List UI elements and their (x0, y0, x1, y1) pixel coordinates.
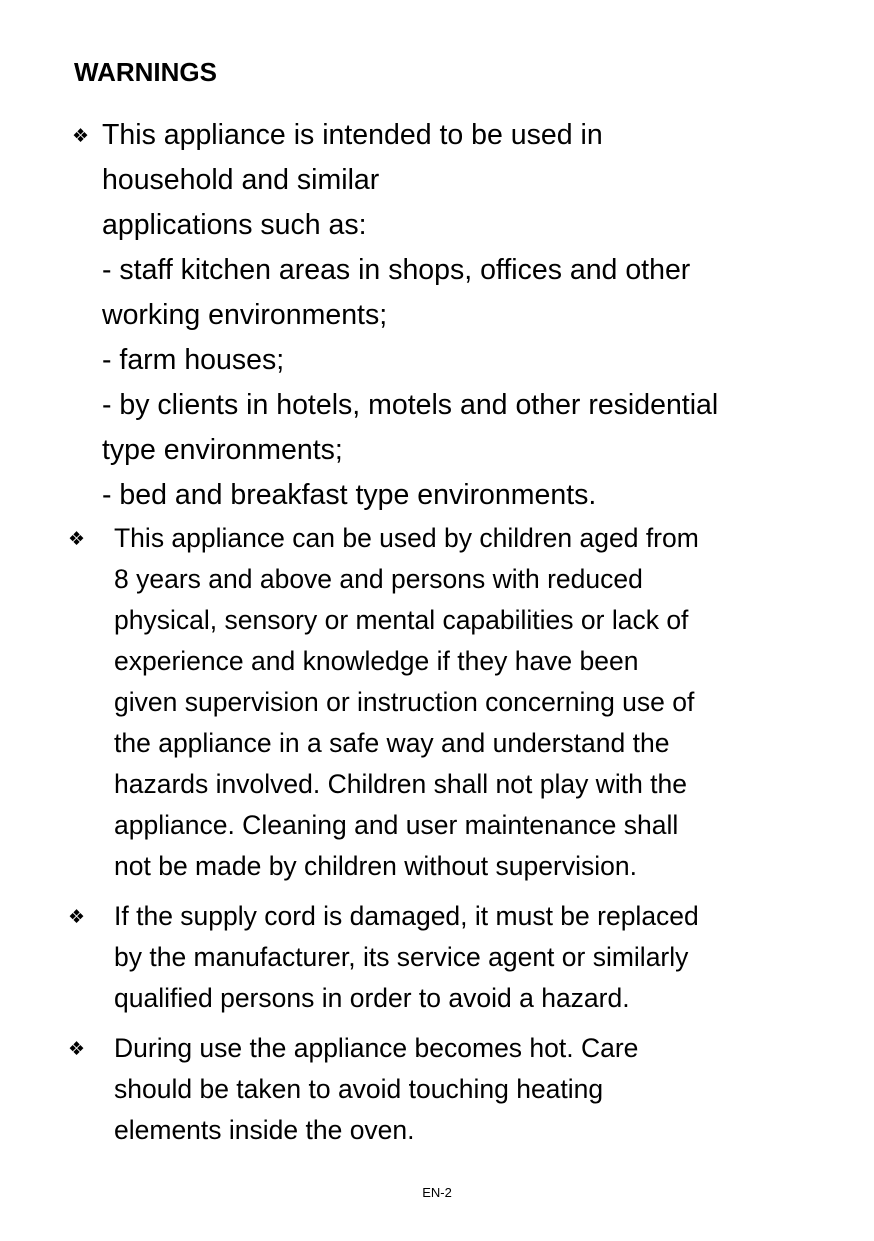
warning-text-line: household and similar (102, 164, 380, 196)
warning-text-line: should be taken to avoid touching heating (114, 1074, 604, 1104)
four-diamond-bullet-icon: ❖ (72, 125, 90, 147)
warning-text-line: If the supply cord is damaged, it must be replaced (114, 901, 699, 931)
four-diamond-bullet-icon: ❖ (68, 906, 86, 928)
warning-text-line: During use the appliance becomes hot. Care (114, 1033, 639, 1063)
warning-text-line: type environments; (102, 434, 343, 466)
warning-text-line: This appliance can be used by children aged from (114, 523, 699, 553)
warning-text-line: - by clients in hotels, motels and other residential (102, 389, 719, 421)
four-diamond-bullet-icon: ❖ (68, 1038, 86, 1060)
warning-text-line: applications such as: (102, 209, 367, 241)
warning-text-line: - bed and breakfast type environments. (102, 479, 597, 511)
warning-text-line: qualified persons in order to avoid a hazard. (114, 983, 630, 1013)
warning-text-line: physical, sensory or mental capabilities or lack of (114, 605, 689, 635)
warning-text-line: elements inside the oven. (114, 1115, 415, 1145)
warning-text-line: not be made by children without supervision. (114, 851, 637, 881)
page-title: WARNINGS (74, 57, 217, 87)
warning-text-line: 8 years and above and persons with reduced (114, 564, 643, 594)
page-number: EN-2 (422, 1185, 452, 1200)
warning-text-line: given supervision or instruction concerning use of (114, 687, 695, 717)
warning-text-line: by the manufacturer, its service agent or similarly (114, 942, 689, 972)
four-diamond-bullet-icon: ❖ (68, 528, 86, 550)
warning-text-line: - farm houses; (102, 344, 285, 376)
warning-text-line: hazards involved. Children shall not play with the (114, 769, 688, 799)
warning-text-line: - staff kitchen areas in shops, offices and other (102, 254, 691, 286)
warning-text-line: appliance. Cleaning and user maintenance shall (114, 810, 679, 840)
warning-text-line: the appliance in a safe way and understand the (114, 728, 670, 758)
warning-text-line: This appliance is intended to be used in (102, 119, 603, 151)
warning-text-line: experience and knowledge if they have been (114, 646, 639, 676)
warning-text-line: working environments; (102, 299, 388, 331)
